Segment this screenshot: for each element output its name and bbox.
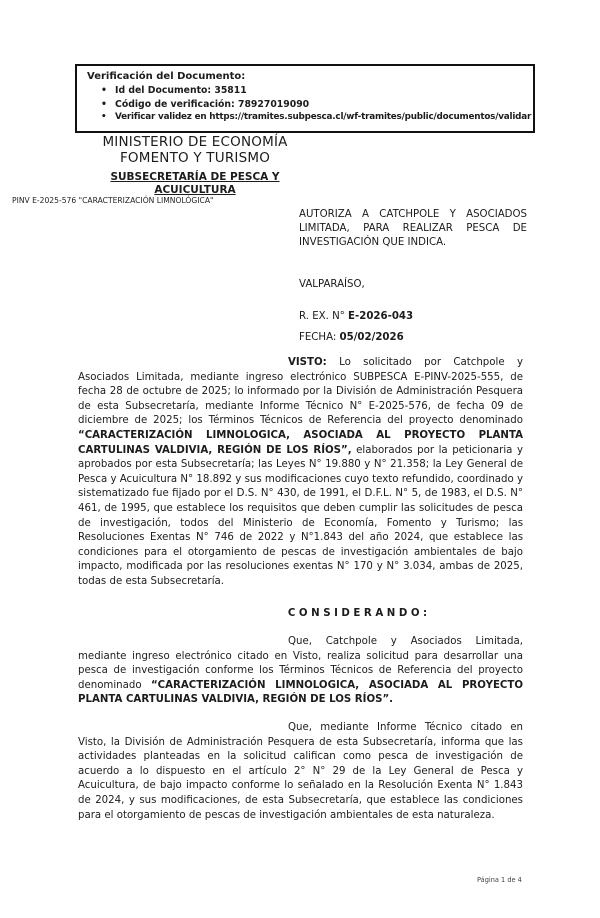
verification-item-url [87,111,532,125]
visto-label: VISTO: [288,357,327,368]
page-number: Página 1 de 4 [477,876,522,884]
verification-box [75,64,535,133]
visto-paragraph [78,356,523,590]
verification-item-code [87,98,523,112]
ministry-name-line2: FOMENTO Y TURISMO [119,150,271,166]
verification-item-text: Id del Documento: 35811 [115,85,247,96]
subsecretaria-line1: SUBSECRETARÍA DE PESCA Y [110,171,280,183]
subsecretaria-title [40,171,350,197]
date-line [299,332,527,343]
considerando-1-project-title: “CARACTERIZACIÓN LIMNOLOGICA, ASOCIADA AL PROYECTO PLANTA CARTULINAS VALDIVIA, REGIÓN DE LOS RÍOS”. [78,679,523,706]
resolution-number: E-2026-043 [348,311,414,322]
visto-text-2: elaborados por la peticionaria y aprobados por esta Subsecretaría; las Leyes N° 19.880 y N° 21.358; la Ley General de Pesca y Acuicultura N° 18.892 y sus modificaciones cuyo texto refundido, coordinado y sistematizado fue fijado por el D.S. N° 430, de 1991, el D.F.L. N° 5, de 1983, el D.S. N° 461, de 1995, que establece los requisitos que deben cumplir las solicitudes de pesca de investigación, todos del Ministerio de Economía, Fomento y Turismo; las Resoluciones Exentas N° 746 de 2022 y N°1.843 del año 2024, que establece las condiciones para el otorgamiento de pescas de investigación ambientales de bajo impacto, modificada por las resoluciones exentas N° 170 y N° 3.034, ambas de 2025, todas de esta Subsecretaría. [78,444,523,587]
visto-text-1: Lo solicitado por Catchpole y Asociados Limitada, mediante ingreso electrónico SUBPESCA E-PINV-2025-555, de fecha 28 de octubre de 2025; lo informado por la División de Administración Pesquera de esta Subsecretaría, mediante Informe Técnico N° E-2025-576, de fecha 09 de diciembre de 2025; los Términos Técnicos de Referencia del proyecto denominado [78,357,523,427]
date-value: 05/02/2026 [339,332,404,343]
visto-project-title: “CARACTERIZACIÓN LIMNOLOGICA, ASOCIADA AL PROYECTO PLANTA CARTULINAS VALDIVIA, REGIÓN DE LOS RÍOS”, [78,429,523,456]
verification-list [87,84,532,125]
considerando-paragraph-1 [78,635,523,708]
considerando-paragraph-2: Que, mediante Informe Técnico citado en Visto, la División de Administración Pesquera de esta Subsecretaría, informa que las actividades planteadas en la solicitud califican como pesca de investigación de acuerdo a lo dispuesto en el artículo 2° N° 29 de la Ley General de Pesca y Acuicultura, de bajo impacto conforme lo señalado en la Resolución Exenta N° 1.843 de 2024, y sus modificaciones, de esta Subsecretaría, que establece las condiciones para el otorgamiento de pescas de investigación ambientales de esta naturaleza. [78,722,523,821]
letterhead [40,134,350,197]
document-body [78,356,523,823]
date-label: FECHA: [299,332,340,343]
pinv-reference: PINV E-2025-576 "CARACTERIZACIÓN LIMNOLÓGICA" [12,196,214,205]
verification-item-id [87,84,523,98]
verification-title: Verificación del Documento: [87,71,246,82]
city-line: VALPARAÍSO, [299,279,365,290]
resolution-label: R. EX. N° [299,311,349,322]
resolution-subject: AUTORIZA A CATCHPOLE Y ASOCIADOS LIMITADA, PARA REALIZAR PESCA DE INVESTIGACIÓN QUE INDICA. [299,209,527,248]
ministry-name-line1: MINISTERIO DE ECONOMÍA [102,134,288,150]
resolution-number-line [299,311,527,322]
bullet-icon: • [101,112,107,122]
considerando-1-text: Que, Catchpole y Asociados Limitada, mediante ingreso electrónico citado en Visto, realiza solicitud para desarrollar una pesca de investigación conforme los Términos Técnicos de Referencia del proyecto denominado [78,636,523,691]
bullet-icon: • [101,98,107,110]
verification-item-text: Código de verificación: 78927019090 [115,98,310,110]
resolution-title-block [299,208,527,343]
verification-url-text: Verificar validez en https://tramites.subpesca.cl/wf-tramites/public/documentos/validar [115,112,532,122]
considerando-heading: C O N S I D E R A N D O : [287,607,428,619]
bullet-icon: • [101,85,107,96]
subsecretaria-line2: ACUICULTURA [154,184,236,196]
